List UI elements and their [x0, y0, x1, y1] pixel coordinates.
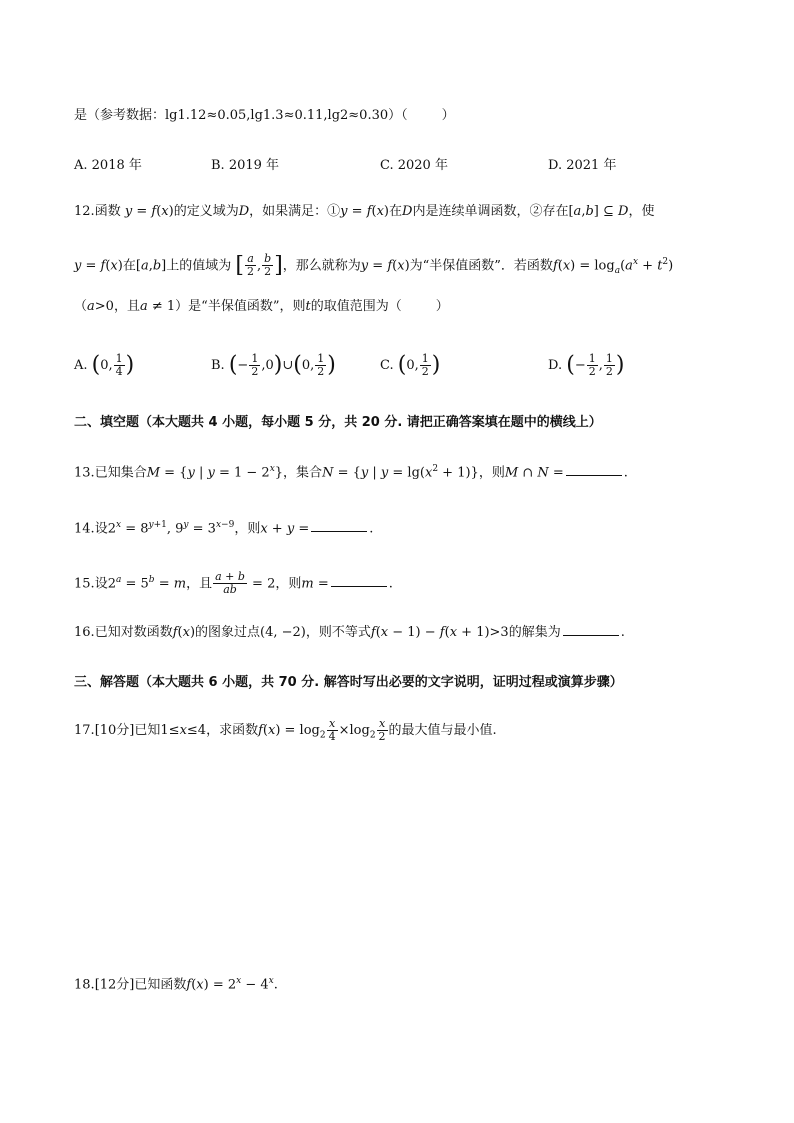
- q15-line: 15.设$2^a = 5^b = m$，且 $\frac{a + b}{ab}$ = 2，则m = .: [74, 570, 393, 597]
- q12-number: 12.: [74, 204, 95, 219]
- q18-number: 18.: [74, 977, 95, 993]
- q13-line: 13.已知集合M = {y | $y = 1 - 2^x$}，集合N = {y | $y = \lg(x^2 + 1)$}，则M ∩ N = .: [74, 464, 628, 481]
- q17-number: 17.: [74, 723, 95, 738]
- q11-tail-line: [74, 106, 455, 126]
- q11-ref-data: lg1.12≈0.05,lg1.3≈0.11,lg2≈0.30: [165, 108, 389, 123]
- q16-text: 的图象过点: [195, 625, 261, 640]
- q12-line-1: 12.函数 y = f(x)的定义域为D，如果满足：①y = f(x)在D内是连续单调函数，②存在[a,b] ⊆ D，使: [74, 204, 655, 219]
- q17-line: 17.[10分]已知1≤x≤4，求函数$f(x) = \log_2$ $\frac{x}{4}$ $\times\log_2$ $\frac{x}{2}$ 的最大值与最小值.: [74, 717, 497, 743]
- q18-score: [12分]: [94, 977, 135, 993]
- q15-text: ，且: [186, 576, 213, 592]
- option-label: B.: [211, 358, 225, 373]
- q16-number: 16.: [74, 625, 95, 640]
- section-2-heading: 二、填空题（本大题共 4 小题，每小题 5 分，共 20 分. 请把正确答案填在题中的横线上）: [74, 415, 602, 430]
- q12-option-a: A. (0, $\frac{1}{4}$ ): [74, 352, 135, 378]
- q12-text: ，使: [628, 204, 655, 219]
- q11-paren-close: ）: [441, 108, 455, 123]
- q17-text: 的最大值与最小值.: [388, 723, 497, 738]
- q18-text: .: [273, 977, 278, 993]
- q12-text: 的定义域为: [173, 204, 239, 219]
- q12-line-3: （a>0，且a ≠ 1）是“半保值函数”，则t的取值范围为（ ）: [74, 299, 449, 314]
- q16-text: ，则不等式: [305, 625, 371, 640]
- q12-line-2: y = f(x)在[a,b]上的值域为 [ $\frac{a}{2}$ , $\frac{b}{2}$ ]，那么就称为y = f(x)为“半保值函数”．若函数$f(x) = \log_a(a^x + t^2)$: [74, 252, 674, 279]
- q12-text: （: [74, 299, 88, 314]
- q17-text: 已知: [134, 723, 161, 738]
- q12-option-d: D. (− $\frac{1}{2}$ , $\frac{1}{2}$ ): [548, 352, 625, 378]
- q16-text: 的解集为: [508, 625, 561, 640]
- q11-paren-open: ）（: [388, 108, 408, 123]
- q12-option-b: B. (− $\frac{1}{2}$ ,0)∪(0, $\frac{1}{2}$ ): [211, 352, 336, 378]
- q17-text: ，求函数: [206, 723, 259, 738]
- q11-intro: 是（参考数据：: [74, 108, 166, 123]
- q12-option-c: C. (0, $\frac{1}{2}$ ): [380, 352, 441, 378]
- q12-text: 在: [122, 258, 136, 274]
- q12-text: 为“半保值函数”．若函数: [409, 258, 553, 274]
- q16-text: 已知对数函数: [94, 625, 173, 640]
- q16-line: 16.已知对数函数f(x)的图象过点(4, −2)，则不等式f(x − 1) − f(x + 1)>3的解集为 .: [74, 625, 625, 640]
- q14-text: .: [369, 521, 374, 537]
- q12-text: ，那么就称为: [282, 258, 361, 274]
- q12-text: ）是“半保值函数”，则: [175, 299, 306, 314]
- q11-option-b: B. 2019 年: [211, 158, 280, 173]
- q12-text: 在: [389, 204, 403, 219]
- q13-text: .: [623, 465, 628, 481]
- answer-blank[interactable]: [566, 463, 622, 476]
- q14-number: 14.: [74, 521, 95, 537]
- q12-text: 的取值范围为（: [310, 299, 402, 314]
- q18-line: 18.[12分]已知函数$f(x) = 2^x - 4^x$.: [74, 976, 278, 993]
- q15-text: ，则: [275, 576, 302, 592]
- section-3-heading: 三、解答题（本大题共 6 小题，共 70 分. 解答时写出必要的文字说明，证明过程或演算步骤）: [74, 675, 623, 690]
- answer-blank[interactable]: [563, 623, 619, 636]
- q14-line: 14.设$2^x = 8^{y+1}$, $9^y = 3^{x-9}$，则x + y = .: [74, 520, 374, 537]
- q11-option-d: D. 2021 年: [548, 158, 617, 173]
- q11-option-c: C. 2020 年: [380, 158, 448, 173]
- answer-blank[interactable]: [311, 519, 367, 532]
- q15-number: 15.: [74, 576, 95, 592]
- option-label: A.: [74, 358, 88, 373]
- option-label: C.: [380, 358, 394, 373]
- q13-text: ，则: [478, 465, 505, 481]
- q15-text: .: [388, 576, 393, 592]
- q13-text: ，集合: [283, 465, 323, 481]
- q16-text: .: [620, 625, 625, 640]
- q12-text: 内是连续单调函数，②存在: [412, 204, 569, 219]
- q12-text: ，且: [113, 299, 140, 314]
- q14-text: ，则: [234, 521, 261, 537]
- q17-score: [10分]: [94, 723, 135, 738]
- q14-text: 设: [94, 521, 108, 537]
- q15-text: 设: [94, 576, 108, 592]
- answer-blank[interactable]: [331, 574, 387, 587]
- q13-number: 13.: [74, 465, 95, 481]
- option-label: D.: [548, 358, 563, 373]
- q12-text: 上的值域为: [166, 258, 232, 274]
- q11-option-a: A. 2018 年: [74, 158, 142, 173]
- q12-text: ）: [435, 299, 449, 314]
- q12-text: 函数: [94, 204, 121, 219]
- q12-text: ，如果满足：①: [249, 204, 341, 219]
- q18-text: 已知函数: [134, 977, 187, 993]
- q13-text: 已知集合: [94, 465, 147, 481]
